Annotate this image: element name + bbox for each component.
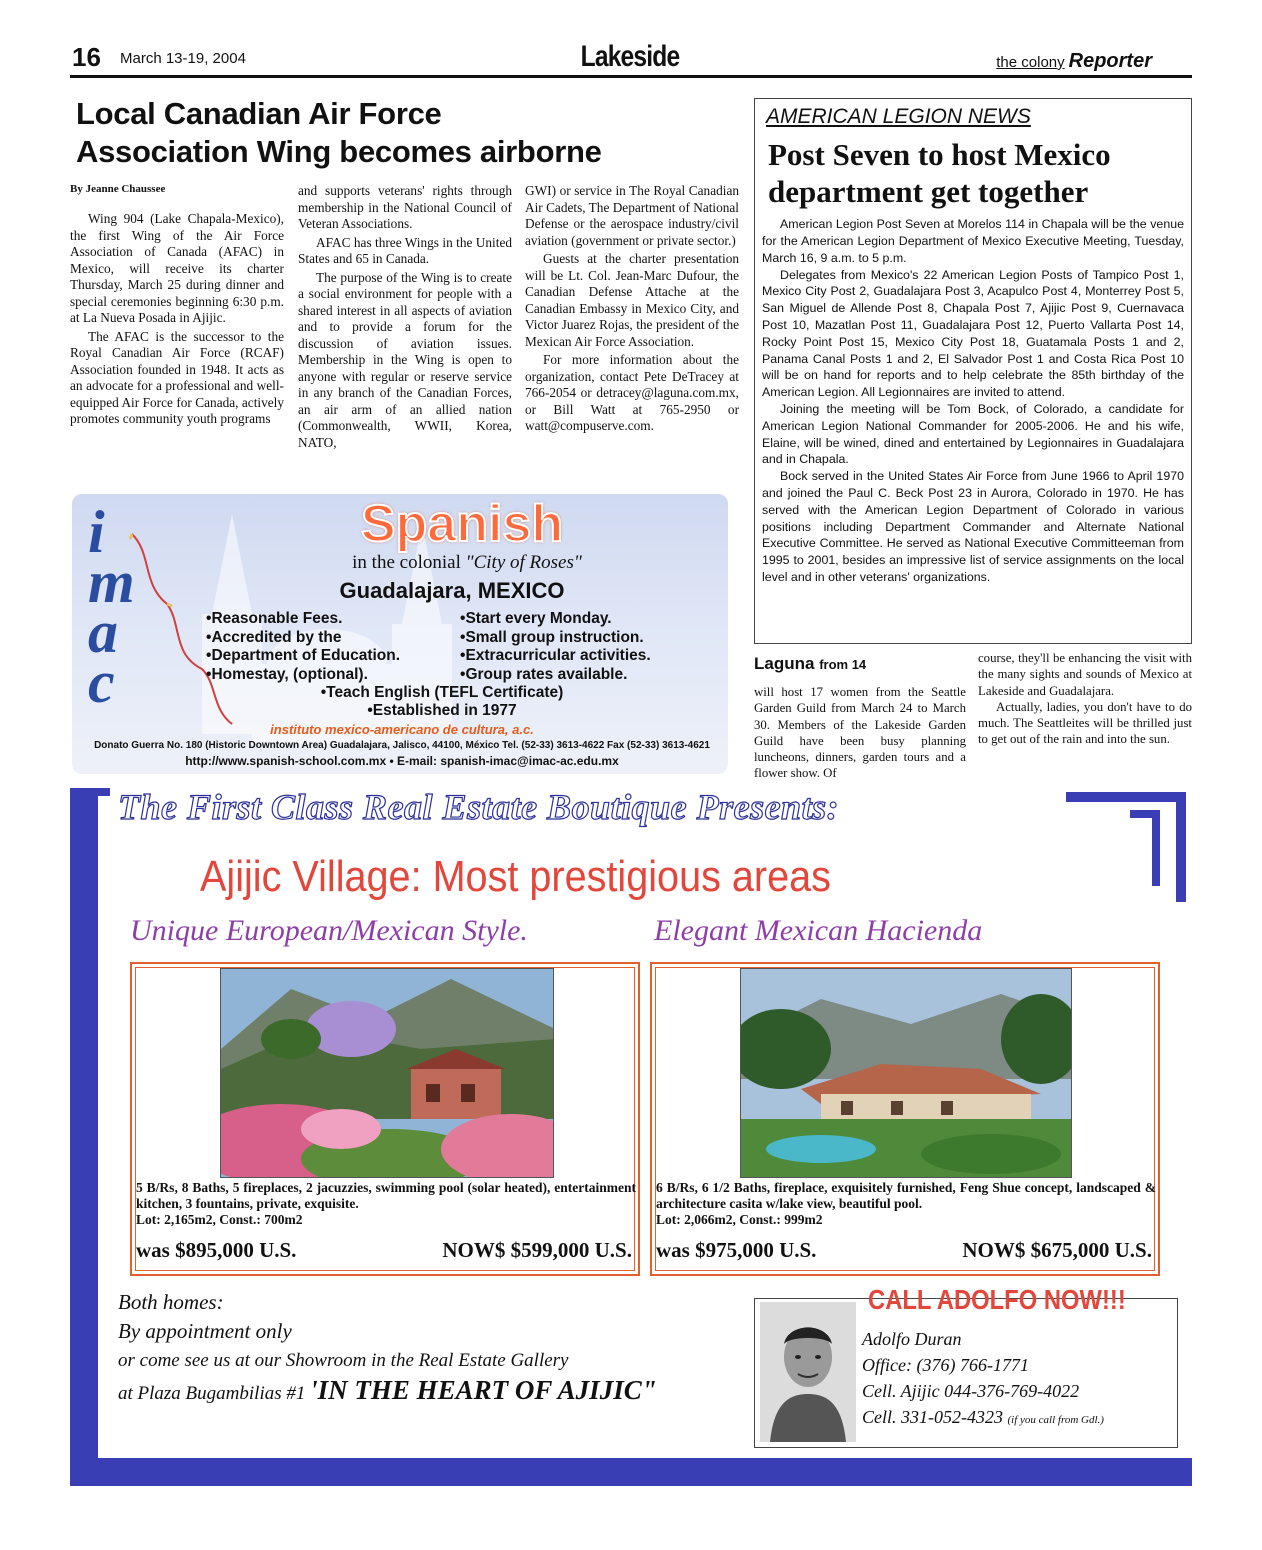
legion-paragraph: Joining the meeting will be Tom Bock, of Colorado, a candidate for American Legion National Commander for 2005-2006. He and his wife, Elaine, will be wined, dined and entertained by Legionnaires in Guadalajara and in Chapala. bbox=[762, 401, 1184, 467]
imac-logo-letter: c bbox=[88, 649, 115, 715]
bullet-item: • Department of Education. bbox=[206, 647, 400, 666]
now-price: NOW$ $675,000 U.S. bbox=[962, 1238, 1152, 1262]
price-row-left bbox=[136, 1238, 636, 1263]
real-estate-ad bbox=[70, 778, 1192, 1486]
bullet-item: • Small group instruction. bbox=[460, 629, 651, 648]
established-line: •Established in 1977 bbox=[367, 702, 517, 719]
brand-small: the colony bbox=[996, 54, 1065, 71]
both-homes-note bbox=[118, 1288, 657, 1408]
ajijic-main-title: Ajijic Village: Most prestigious areas bbox=[200, 852, 831, 901]
description-text: 5 B/Rs, 8 Baths, 5 fireplaces, 2 jacuzzies, swimming pool (solar heated), entertainment kitchen, 3 fountains, private, exquisite. bbox=[136, 1180, 636, 1211]
article-paragraph: GWI) or service in The Royal Canadian Air Cadets, The Department of National Defense or the aerospace industry/civil aviation (government or private sector.) bbox=[525, 183, 739, 248]
spanish-school-ad bbox=[72, 494, 728, 774]
property-photo-left bbox=[220, 968, 554, 1178]
laguna-title: Laguna bbox=[754, 654, 815, 673]
subtitle-script: "City of Roses" bbox=[465, 552, 582, 573]
institute-address: Donato Guerra No. 180 (Historic Downtown Area) Guadalajara, Jalisco, 44100, México Tel. (52-33) 3613-4622 Fax (52-33) 3613-4621 bbox=[94, 740, 710, 751]
laguna-paragraph: will host 17 women from the Seattle Garden Guild from March 24 to March 30. Members of the Lakeside Garden Guild have been busy planning luncheons, dinners, garden tours and a flower show. Of bbox=[754, 685, 966, 781]
legion-headline bbox=[768, 137, 1184, 210]
legion-paragraph: Delegates from Mexico's 22 American Legion Posts of Tampico Post 1, Mexico City Post 2, Guadalajara Post 3, Acapulco Post 4, Monterrey Post 5, San Miguel de Allende Post 8, Chapala Post 7, Ajijic Post 9, Cuernavaca Post 10, Mazatlan Post 11, Guadalajara Post 12, Puerto Vallarta Post 14, Rocky Point Post 15, Mexico City Post 18, Guatamala Posts 1 and 2, Panama Canal Posts 1 and 2, El Salvador Post 1 and Costa Rica Post 10 will be on hand for reports and to help celebrate the 85th birthday of the American Legion. All Legionnaires are invited to attend. bbox=[762, 267, 1184, 400]
institute-web-email[interactable]: http://www.spanish-school.com.mx • E-mail: spanish-imac@imac-ac.edu.mx bbox=[185, 754, 619, 768]
house-garden-photo bbox=[221, 969, 554, 1178]
institute-name: instituto mexico-americano de cultura, a.c. bbox=[270, 722, 534, 737]
agent-name: Adolfo Duran bbox=[862, 1329, 962, 1349]
headline-line-1: Local Canadian Air Force bbox=[76, 96, 442, 131]
price-row-right bbox=[656, 1238, 1156, 1263]
legion-body bbox=[762, 216, 1184, 586]
bullet-item: • Group rates available. bbox=[460, 666, 651, 685]
laguna-jump-title bbox=[754, 654, 866, 674]
bullet-item: • Reasonable Fees. bbox=[206, 610, 400, 629]
property-listing-left bbox=[130, 962, 640, 1276]
property-description-left bbox=[136, 1180, 636, 1228]
article-paragraph: and supports veterans' rights through membership in the National Council of Veteran Associations. bbox=[298, 183, 512, 231]
bullet-item: • Homestay, (optional). bbox=[206, 666, 400, 685]
legion-headline-line-2: department get together bbox=[768, 173, 1089, 209]
laguna-column-2 bbox=[978, 650, 1192, 748]
property-photo-right bbox=[740, 968, 1072, 1178]
spanish-subtitle bbox=[302, 552, 632, 574]
page-number: 16 bbox=[72, 42, 101, 72]
cell-phone-ajijic[interactable]: Cell. Ajijic 044-376-769-4022 bbox=[862, 1381, 1080, 1401]
legion-news-box bbox=[754, 98, 1192, 644]
call-adolfo-headline: CALL ADOLFO NOW!!! bbox=[868, 1284, 1126, 1315]
article-headline bbox=[76, 95, 746, 171]
plaza-label: at Plaza Bugambilias #1 bbox=[118, 1383, 306, 1404]
hacienda-photo bbox=[741, 969, 1072, 1178]
now-price: NOW$ $599,000 U.S. bbox=[442, 1238, 632, 1262]
legion-headline-line-1: Post Seven to host Mexico bbox=[768, 137, 1111, 172]
ad-border-left bbox=[70, 788, 98, 1486]
agent-photo bbox=[760, 1302, 856, 1442]
article-paragraph: The AFAC is the successor to the Royal Canadian Air Force (RCAF) Association founded in 1948. It acts as an advocate for a professional and well-equipped Air Force for Canada, actively promotes community youth programs bbox=[70, 328, 284, 426]
brand-name: Reporter bbox=[1068, 50, 1152, 72]
legion-paragraph: Bock served in the United States Air Force from June 1966 to April 1970 and joined the Paul C. Beck Post 23 in Aurora, Colorado in 1970. He has served with the American Legion Department of Colorado in various positions including Department Commander and Alternate National Executive Committee. He served as National Executive Committeeman from 1995 to 2001, besides an impressive list of service assignments on the local level and in other veterans' organizations. bbox=[762, 469, 1184, 584]
article-paragraph: Guests at the charter presentation will be Lt. Col. Jean-Marc Dufour, the Canadian Defense Attache at the Canadian Embassy in Mexico City, and Victor Juarez Rojas, the president of the Mexican Air Force Association. bbox=[525, 251, 739, 349]
section-title: Lakeside bbox=[580, 40, 680, 73]
headline-line-2: Association Wing becomes airborne bbox=[76, 133, 602, 169]
laguna-paragraph: Actually, ladies, you don't have to do much. The Seattleites will be thrilled just to get out of the rain and into the sun. bbox=[978, 699, 1192, 747]
imac-logo-letter: i bbox=[88, 499, 105, 565]
laguna-paragraph: course, they'll be enhancing the visit with the many sights and sounds of Mexico at Lakeside and Guadalajara. bbox=[978, 651, 1192, 698]
property-description-right bbox=[656, 1180, 1156, 1228]
legion-kicker: AMERICAN LEGION NEWS bbox=[766, 105, 1031, 128]
issue-date: March 13-19, 2004 bbox=[120, 50, 246, 67]
ad-border-bottom bbox=[70, 1458, 1192, 1486]
spanish-city: Guadalajara, MEXICO bbox=[339, 578, 565, 603]
lot-size: Lot: 2,066m2, Const.: 999m2 bbox=[656, 1212, 823, 1227]
imac-logo bbox=[88, 499, 148, 715]
bullet-item: • Accredited by the bbox=[206, 629, 400, 648]
article-paragraph: The purpose of the Wing is to create a social environment for people with a shared interest in all aspects of aviation and to provide a forum for the discussion of aviation issues. Membership in the Wing is open to anyone with regular or reserve service in any branch of the Canadian Forces, an air arm of an allied nation (Commonwealth, WWII, Korea, NATO, bbox=[298, 269, 512, 450]
article-paragraph: AFAC has three Wings in the United States and 65 in Canada. bbox=[298, 234, 512, 266]
spanish-tefl bbox=[242, 684, 642, 720]
subtitle-left: Unique European/Mexican Style. bbox=[130, 914, 528, 947]
lot-size: Lot: 2,165m2, Const.: 700m2 bbox=[136, 1212, 303, 1227]
property-listing-right bbox=[650, 962, 1160, 1276]
article-paragraph: For more information about the organization, contact Pete DeTracey at 766-2054 or detracey@laguna.com.mx, or Bill Watt at 765-2950 or watt@compuserve.com. bbox=[525, 352, 739, 433]
spanish-bullets-right bbox=[460, 610, 651, 684]
ad-corner-ornament bbox=[1066, 792, 1186, 802]
was-price: was $895,000 U.S. bbox=[136, 1238, 297, 1262]
subtitle-right: Elegant Mexican Hacienda bbox=[654, 914, 983, 947]
laguna-from: from 14 bbox=[819, 657, 867, 672]
laguna-column-1 bbox=[754, 684, 966, 782]
imac-logo-letter: a bbox=[88, 599, 118, 665]
newspaper-brand bbox=[996, 50, 1152, 73]
article-column-3 bbox=[525, 183, 739, 437]
heart-of-ajijic: 'IN THE HEART OF AJIJIC" bbox=[310, 1375, 657, 1405]
article-byline: By Jeanne Chaussee bbox=[70, 183, 166, 195]
spanish-title: Spanish bbox=[360, 495, 564, 553]
showroom-label: or come see us at our Showroom in the Real Estate Gallery bbox=[118, 1350, 569, 1371]
imac-logo-letter: m bbox=[88, 549, 135, 615]
ad-border-top bbox=[70, 788, 110, 796]
cell-note: (if you call from Gdl.) bbox=[1007, 1414, 1104, 1426]
subtitle-prefix: in the colonial bbox=[352, 552, 461, 573]
appointment-label: By appointment only bbox=[118, 1319, 292, 1343]
agent-contact-lines bbox=[862, 1326, 1104, 1433]
tefl-line: •Teach English (TEFL Certificate) bbox=[320, 684, 564, 701]
description-text: 6 B/Rs, 6 1/2 Baths, fireplace, exquisitely furnished, Feng Shue concept, landscaped & architecture casita w/lake view, beautiful pool. bbox=[656, 1180, 1156, 1211]
boutique-script-title: The First Class Real Estate Boutique Presents: bbox=[118, 787, 840, 827]
office-phone[interactable]: Office: (376) 766-1771 bbox=[862, 1355, 1029, 1375]
legion-paragraph: American Legion Post Seven at Morelos 114 in Chapala will be the venue for the American Legion Department of Mexico Executive Meeting, Tuesday, March 16, 9 a.m. to 5 p.m. bbox=[762, 217, 1184, 265]
article-column-2 bbox=[298, 183, 512, 453]
page-header bbox=[70, 42, 1192, 78]
ad-corner-ornament bbox=[1176, 792, 1186, 902]
bullet-item: • Start every Monday. bbox=[460, 610, 651, 629]
ad-corner-ornament bbox=[1152, 810, 1160, 886]
was-price: was $975,000 U.S. bbox=[656, 1238, 817, 1262]
article-column-1 bbox=[70, 211, 284, 430]
spanish-bullets-left bbox=[206, 610, 400, 684]
both-homes-label: Both homes: bbox=[118, 1290, 224, 1314]
cell-phone-gdl[interactable]: Cell. 331-052-4323 bbox=[862, 1407, 1003, 1427]
article-paragraph: Wing 904 (Lake Chapala-Mexico), the first Wing of the Air Force Association of Canada (AFAC) in Mexico, will receive its charter Thursday, March 25 during dinner and special ceremonies beginning 6:30 p.m. at La Nueva Posada in Ajijic. bbox=[70, 211, 284, 325]
agent-portrait bbox=[760, 1302, 856, 1442]
bullet-item: • Extracurricular activities. bbox=[460, 647, 651, 666]
